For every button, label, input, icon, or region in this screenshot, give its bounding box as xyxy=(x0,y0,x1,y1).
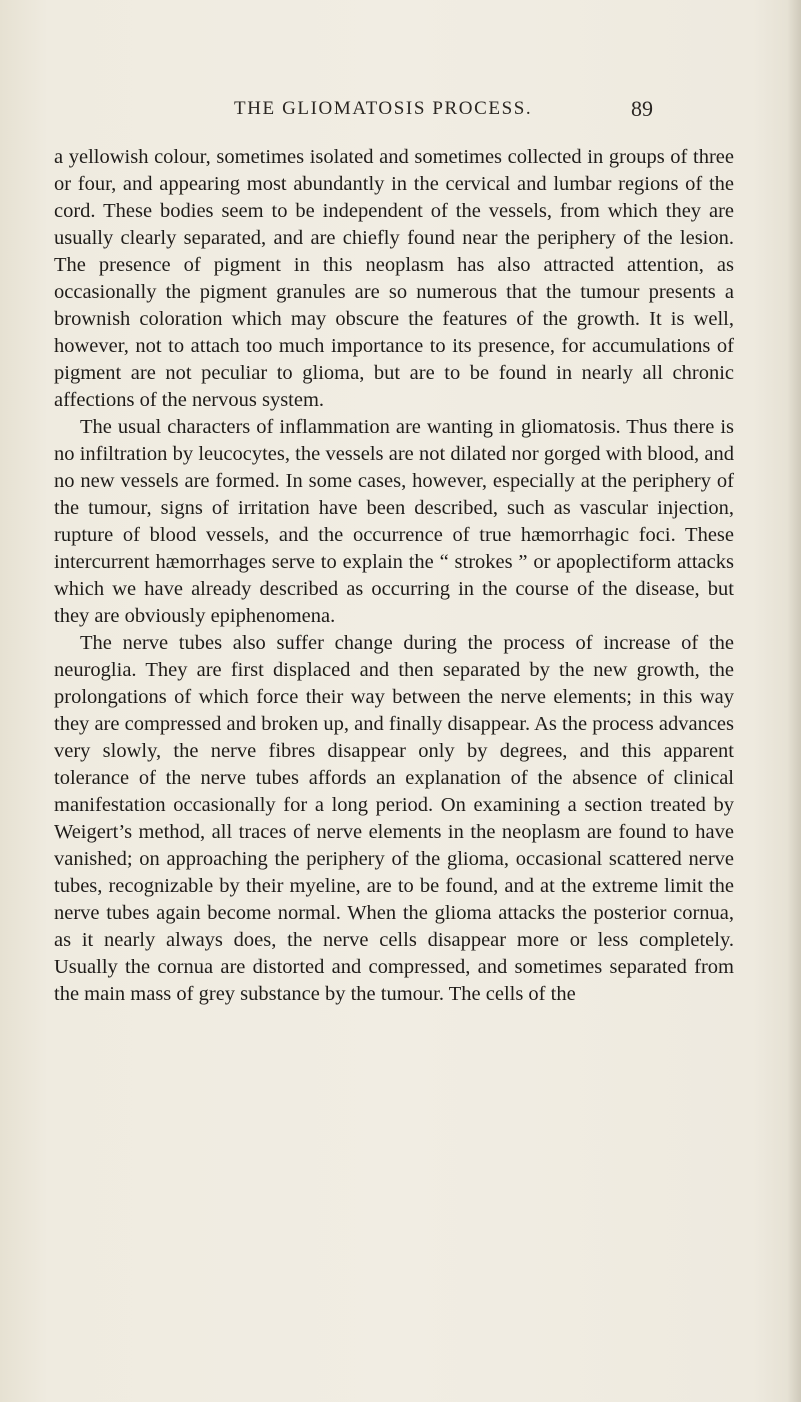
paragraph-3: The nerve tubes also suffer change during the process of increase of the neuroglia. They are first displaced and then separated by the new growth, the prolongations of which force their way between the nerve elements; in this way they are compressed and broken up, and finally disappear. As the process advances very slowly, the nerve fibres disappear only by degrees, and this apparent tolerance of the nerve tubes affords an explanation of the absence of clinical manifestation occasionally for a long period. On examining a section treated by Weigert’s method, all traces of nerve elements in the neoplasm are found to have vanished; on approaching the periphery of the glioma, occasional scattered nerve tubes, recognizable by their myeline, are to be found, and at the extreme limit the nerve tubes again become normal. When the glioma attacks the posterior cornua, as it nearly always does, the nerve cells disappear more or less completely. Usually the cornua are distorted and compressed, and sometimes separated from the main mass of grey substance by the tumour. The cells of the xyxy=(54,632,734,1005)
paragraph-1: a yellowish colour, sometimes isolated and sometimes collected in groups of three or four, and appearing most abundantly in the cervical and lumbar regions of the cord. These bodies seem to be independent of the vessels, from which they are usually clearly separated, and are chiefly found near the periphery of the lesion. The presence of pigment in this neoplasm has also attracted attention, as occasionally the pigment granules are so numerous that the tumour presents a brownish coloration which may obscure the features of the growth. It is well, however, not to attach too much importance to its presence, for accumulations of pigment are not peculiar to glioma, but are to be found in nearly all chronic affections of the nervous system. xyxy=(54,146,734,411)
running-head: THE GLIOMATOSIS PROCESS. xyxy=(234,98,533,119)
body-text xyxy=(54,144,734,1008)
page-number: 89 xyxy=(631,96,653,121)
paragraph-2: The usual characters of inflammation are wanting in gliomatosis. Thus there is no infiltration by leucocytes, the vessels are not dilated nor gorged with blood, and no new vessels are formed. In some cases, however, especially at the periphery of the tumour, signs of irritation have been described, such as vascular injection, rupture of blood vessels, and the occurrence of true hæmorrhagic foci. These intercurrent hæmorrhages serve to explain the “ strokes ” or apoplectiform attacks which we have already described as occurring in the course of the disease, but they are obviously epiphenomena. xyxy=(54,416,734,627)
page-edge-shadow xyxy=(787,0,801,1402)
